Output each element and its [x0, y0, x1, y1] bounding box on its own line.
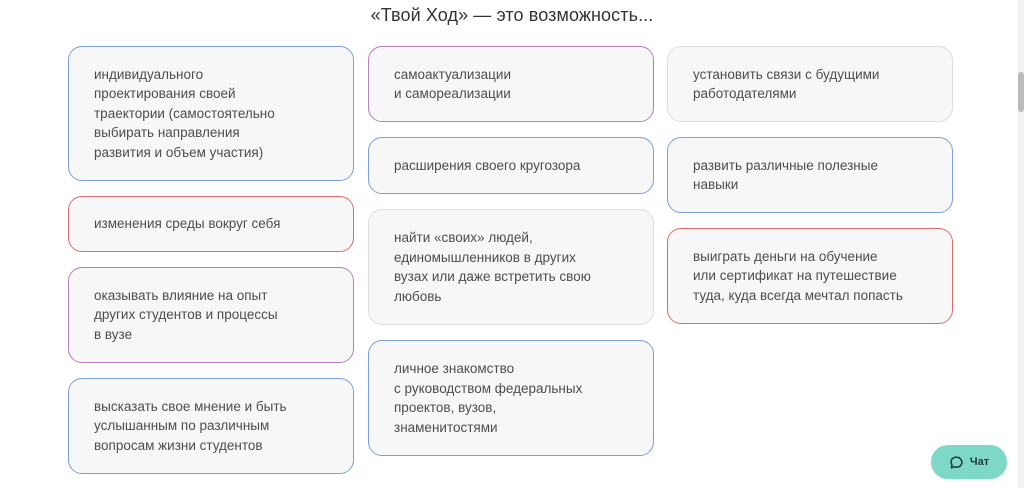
chat-button[interactable] [931, 445, 1007, 479]
card-text-line: высказать свое мнение и быть [94, 398, 287, 414]
card-text-line: и самореализации [394, 86, 511, 101]
card-text-line: самоактуализации [394, 66, 511, 82]
card-text [394, 359, 582, 437]
card-text [94, 286, 278, 345]
card-text-line: других студентов и процессы [94, 307, 278, 323]
card-text-line: работодателями [693, 86, 797, 101]
card-text-line: туда, куда всегда мечтал попасть [693, 287, 903, 303]
opportunity-card [368, 209, 654, 325]
card-text-line: с руководством федеральных [394, 380, 583, 396]
opportunity-card [368, 340, 654, 456]
card-text-line: знаменитостями [394, 419, 498, 435]
card-text [394, 65, 511, 104]
opportunity-card [667, 228, 953, 324]
card-text [693, 65, 879, 104]
card-text-line: навыки [693, 177, 739, 192]
opportunity-card [68, 267, 354, 363]
card-text-line: вузах или даже встретить свою [394, 269, 591, 284]
card-text-line: или сертификат на путешествие [693, 268, 897, 284]
card-text [94, 397, 287, 456]
column-2 [368, 46, 654, 471]
opportunity-card [667, 46, 953, 122]
column-3 [667, 46, 953, 339]
card-text [94, 65, 275, 163]
card-text-line: оказывать влияние на опыт [94, 287, 268, 303]
card-text-line: любовь [394, 288, 442, 304]
card-text [394, 228, 591, 306]
opportunity-card [667, 137, 953, 213]
card-text [693, 156, 878, 195]
section-title: «Твой Ход» — это возможность... [370, 5, 654, 25]
card-text-line: выиграть деньги на обучение [693, 248, 878, 264]
opportunity-card [368, 46, 654, 122]
card-text-line: проектирования своей [94, 86, 236, 102]
opportunity-card [68, 46, 354, 181]
card-text-line: вопросам жизни студентов [94, 437, 263, 453]
card-text [693, 247, 903, 306]
card-text-line: проектов, вузов, [394, 400, 497, 415]
card-text-line: найти «своих» людей, [394, 230, 533, 245]
card-text-line: расширения своего кругозора [394, 157, 581, 173]
card-text-line: развить различные полезные [693, 157, 878, 173]
card-text-line: личное знакомство [394, 361, 515, 376]
opportunity-card [368, 137, 654, 194]
card-text-line: единомышленников в других [394, 249, 576, 265]
card-text-line: траектории (самостоятельно [94, 105, 275, 121]
opportunity-card [68, 378, 354, 474]
card-text [94, 214, 280, 234]
card-text-line: развития и объем участия) [94, 144, 264, 160]
card-text-line: в вузе [94, 326, 133, 342]
card-text [394, 156, 580, 176]
opportunity-card [68, 196, 354, 252]
card-text-line: установить связи с будущими [693, 66, 880, 82]
scrollbar-thumb[interactable] [1018, 72, 1024, 112]
card-text-line: услышанным по различным [94, 418, 270, 434]
card-text-line: индивидуального [94, 66, 204, 82]
chat-bubble-icon [949, 455, 964, 470]
chat-button-label: Чат [969, 456, 990, 468]
card-text-line: изменения среды вокруг себя [94, 216, 281, 232]
page-scrollbar[interactable] [1018, 0, 1024, 488]
card-text-line: выбирать направления [94, 125, 240, 141]
column-1 [68, 46, 354, 488]
